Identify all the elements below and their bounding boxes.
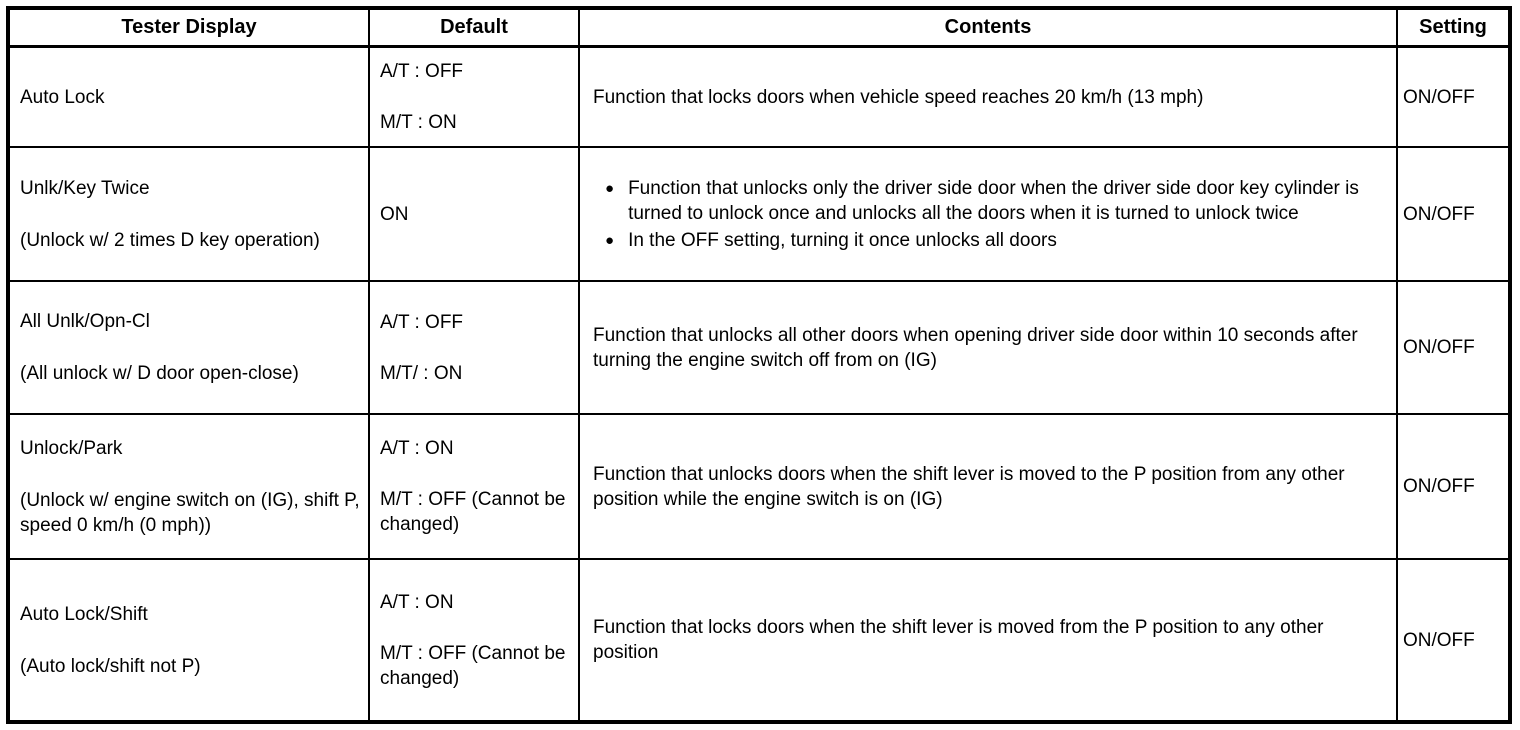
table-row-auto-lock-default: [370, 48, 580, 148]
tester-display-name: Auto Lock: [20, 86, 105, 108]
header-label: Setting: [1419, 16, 1487, 38]
settings-table: [6, 6, 1512, 724]
setting-value: ON/OFF: [1403, 86, 1475, 108]
default-value: ON: [380, 203, 409, 225]
table-row-auto-lock-display: [10, 48, 370, 148]
contents-bullet-list: [593, 176, 1386, 253]
tester-display-name: All Unlk/Opn-Cl: [20, 311, 150, 332]
tester-display-note: (Auto lock/shift not P): [20, 655, 201, 677]
default-value: M/T : ON: [380, 112, 457, 133]
table-row-auto-lock-shift-contents: [580, 560, 1398, 720]
setting-value: ON/OFF: [1403, 629, 1475, 651]
default-value: A/T : OFF: [380, 311, 464, 333]
tester-display-name: Unlock/Park: [20, 437, 123, 459]
tester-display-note: (Unlock w/ 2 times D key operation): [20, 229, 320, 251]
setting-value: ON/OFF: [1403, 337, 1475, 358]
table-row-unlock-park-setting: [1398, 415, 1508, 560]
table-row-unlk-key-twice-setting: [1398, 148, 1508, 282]
default-value: A/T : OFF: [380, 61, 464, 82]
default-value: A/T : ON: [380, 591, 454, 613]
tester-display-name: Auto Lock/Shift: [20, 603, 148, 625]
header-label: Tester Display: [121, 16, 257, 38]
bullet-item: [593, 176, 1386, 226]
table-row-all-unlk-opn-cl-display: [10, 282, 370, 415]
header-default: [370, 10, 580, 48]
bullet-icon: ●: [605, 231, 615, 249]
table-row-all-unlk-opn-cl-setting: [1398, 282, 1508, 415]
default-value: M/T/ : ON: [380, 362, 463, 384]
bullet-item: [593, 228, 1386, 253]
table-row-all-unlk-opn-cl-default: [370, 282, 580, 415]
tester-display-note: (Unlock w/ engine switch on (IG), shift P, speed 0 km/h (0 mph)): [20, 489, 360, 536]
table-row-unlock-park-display: [10, 415, 370, 560]
table-row-unlock-park-contents: [580, 415, 1398, 560]
table-row-all-unlk-opn-cl-contents: [580, 282, 1398, 415]
setting-value: ON/OFF: [1403, 203, 1475, 225]
header-tester-display: [10, 10, 370, 48]
contents-text: Function that locks doors when the shift lever is moved from the P position to any other position: [593, 617, 1324, 663]
bullet-icon: ●: [605, 179, 615, 197]
tester-display-note: (All unlock w/ D door open-close): [20, 363, 299, 384]
tester-display-name: Unlk/Key Twice: [20, 177, 150, 199]
default-value: M/T : OFF (Cannot be changed): [380, 489, 566, 535]
table-row-unlk-key-twice-default: [370, 148, 580, 282]
table-row-unlk-key-twice-display: [10, 148, 370, 282]
default-value: M/T : OFF (Cannot be changed): [380, 642, 566, 689]
contents-text: In the OFF setting, turning it once unlocks all doors: [628, 229, 1057, 251]
contents-text: Function that unlocks all other doors when opening driver side door within 10 seconds after turning the engine switch off from on (IG): [593, 324, 1358, 371]
default-value: A/T : ON: [380, 438, 454, 459]
table-row-auto-lock-shift-display: [10, 560, 370, 720]
header-contents: [580, 10, 1398, 48]
header-label: Contents: [944, 16, 1032, 38]
table-row-auto-lock-shift-default: [370, 560, 580, 720]
table-row-unlock-park-default: [370, 415, 580, 560]
table-row-auto-lock-contents: [580, 48, 1398, 148]
table-row-unlk-key-twice-contents: [580, 148, 1398, 282]
setting-value: ON/OFF: [1403, 476, 1475, 497]
contents-text: Function that unlocks only the driver side door when the driver side door key cylinder is turned to unlock once and unlocks all the doors when it is turned to unlock twice: [628, 177, 1359, 224]
header-setting: [1398, 10, 1508, 48]
contents-text: Function that unlocks doors when the shift lever is moved to the P position from any other position while the engine switch is on (IG): [593, 463, 1345, 510]
contents-text: Function that locks doors when vehicle speed reaches 20 km/h (13 mph): [593, 86, 1204, 108]
header-label: Default: [440, 16, 508, 38]
table-row-auto-lock-setting: [1398, 48, 1508, 148]
table-row-auto-lock-shift-setting: [1398, 560, 1508, 720]
